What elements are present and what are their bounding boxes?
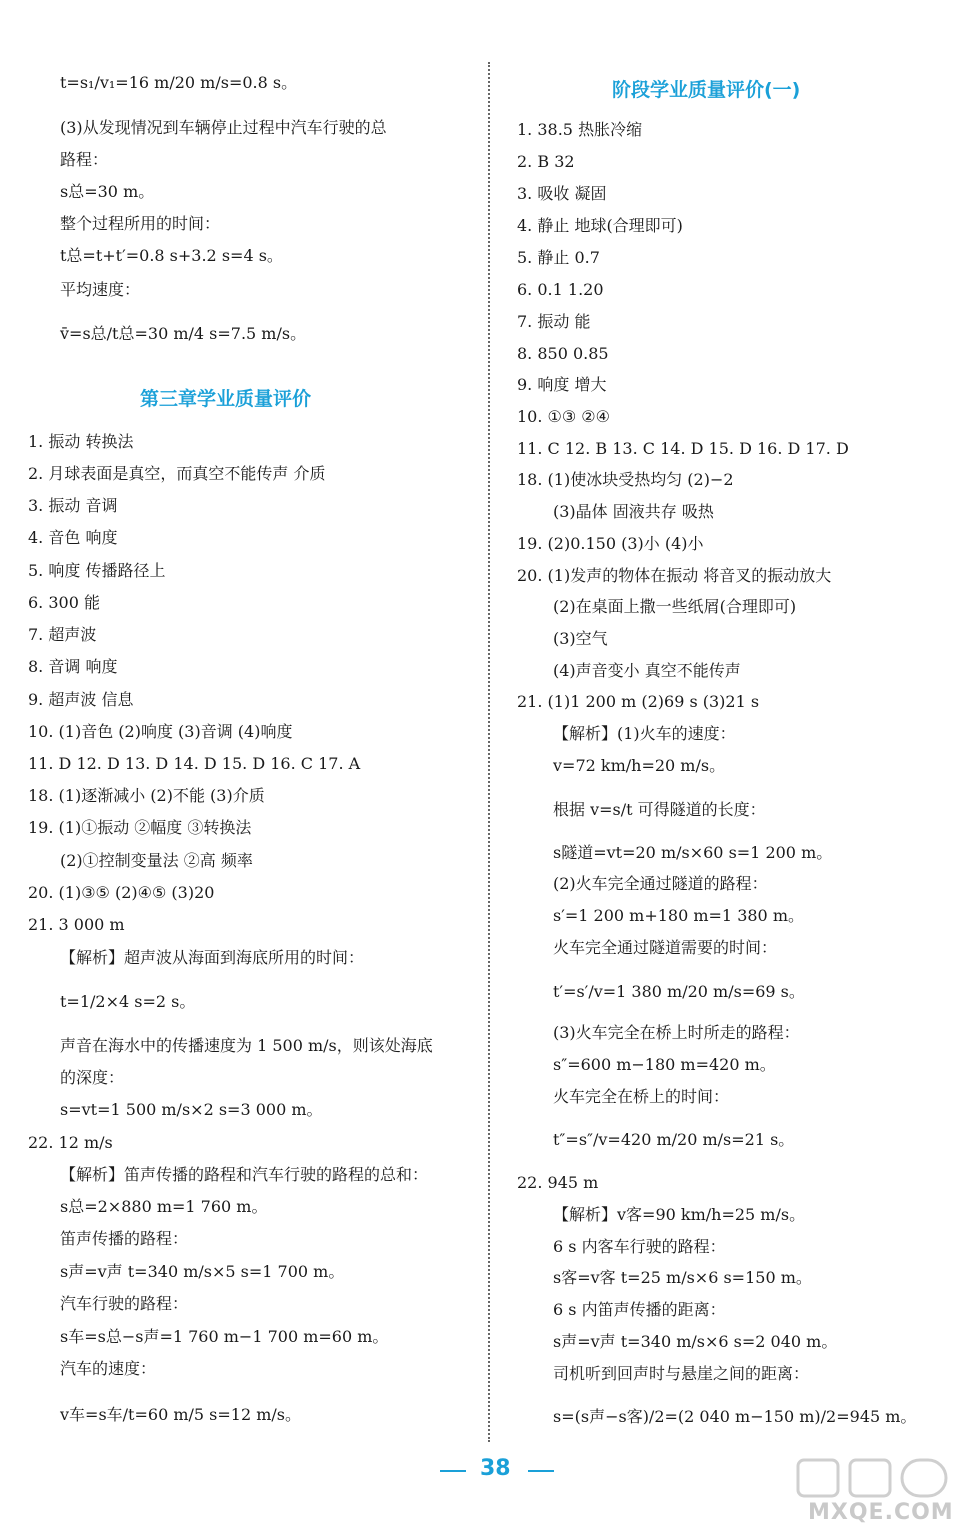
right-answer-line: 【解析】(1)火车的速度： [553, 724, 736, 743]
right-answer-line: (2)在桌面上撒一些纸屑(合理即可) [553, 597, 797, 616]
right-answer-line: 19. (2)0.150 (3)小 (4)小 [517, 534, 704, 553]
right-answer-line: 11. C 12. B 13. C 14. D 15. D 16. D 17. D [517, 439, 849, 458]
left-answer-line: 【解析】笛声传播的路程和汽车行驶的路程的总和： [60, 1165, 429, 1184]
left-answer-line: 的深度： [60, 1068, 125, 1087]
right-answer-line: 4. 静止 地球(合理即可) [517, 216, 683, 235]
right-answer-line: (2)火车完全通过隧道的路程： [553, 874, 768, 893]
right-answer-line: t′=s′/v=1 380 m/20 m/s=69 s。 [553, 982, 805, 1001]
right-answer-line: 3. 吸收 凝固 [517, 184, 607, 203]
left-answer-line: 6. 300 能 [28, 593, 100, 612]
left-answer-line: (2)①控制变量法 ②高 频率 [60, 851, 253, 870]
right-answer-line: (4)声音变小 真空不能传声 [553, 661, 741, 680]
right-answer-line: 10. ①③ ②④ [517, 407, 610, 426]
right-answer-line: 火车完全在桥上的时间： [553, 1087, 730, 1106]
left-answer-line: 7. 超声波 [28, 625, 97, 644]
left-answer-line: 21. 3 000 m [28, 915, 125, 934]
left-answer-line: s总=2×880 m=1 760 m。 [60, 1197, 268, 1216]
right-answer-line: s′=1 200 m+180 m=1 380 m。 [553, 906, 804, 925]
left-answer-line: s总=30 m。 [60, 182, 155, 201]
page-number-dash-right [528, 1470, 554, 1472]
left-answer-line: 4. 音色 响度 [28, 528, 118, 547]
right-answer-line: v=72 km/h=20 m/s。 [553, 756, 726, 775]
left-answer-line: 19. (1)①振动 ②幅度 ③转换法 [28, 818, 252, 837]
left-answer-line: 笛声传播的路程： [60, 1229, 189, 1248]
left-answer-line: 11. D 12. D 13. D 14. D 15. D 16. C 17. A [28, 754, 361, 773]
left-answer-line: 9. 超声波 信息 [28, 690, 134, 709]
right-answer-line: (3)晶体 固液共存 吸热 [553, 502, 714, 521]
left-answer-line: 汽车的速度： [60, 1359, 157, 1378]
right-answer-line: (3)空气 [553, 629, 608, 648]
right-answer-line: 9. 响度 增大 [517, 375, 607, 394]
right-answer-line: 根据 v=s/t 可得隧道的长度： [553, 800, 766, 819]
page-number: 38 [480, 1456, 511, 1481]
right-answer-line: 22. 945 m [517, 1173, 599, 1192]
left-answer-line: s声=v声 t=340 m/s×5 s=1 700 m。 [60, 1262, 345, 1281]
right-answer-line: 2. B 32 [517, 152, 575, 171]
right-answer-line: 司机听到回声时与悬崖之间的距离： [553, 1364, 810, 1383]
page-number-dash-left [440, 1470, 466, 1472]
right-answer-line: 7. 振动 能 [517, 312, 591, 331]
right-answer-line: t″=s″/v=420 m/20 m/s=21 s。 [553, 1130, 795, 1149]
left-answer-line: t=1/2×4 s=2 s。 [60, 992, 196, 1011]
right-answer-line: 8. 850 0.85 [517, 344, 609, 363]
left-answer-line: v车=s车/t=60 m/5 s=12 m/s。 [60, 1405, 301, 1424]
left-answer-line: v̄=s总/t总=30 m/4 s=7.5 m/s。 [60, 324, 307, 343]
right-answer-line: s声=v声 t=340 m/s×6 s=2 040 m。 [553, 1332, 838, 1351]
left-answer-line: 8. 音调 响度 [28, 657, 118, 676]
left-answer-line: 平均速度： [60, 280, 141, 299]
left-answer-line: 声音在海水中的传播速度为 1 500 m/s，则该处海底 [60, 1036, 433, 1055]
right-answer-line: 火车完全通过隧道需要的时间： [553, 938, 778, 957]
right-answer-line: s=(s声−s客)/2=(2 040 m−150 m)/2=945 m。 [553, 1407, 917, 1426]
right-answer-line: 5. 静止 0.7 [517, 248, 600, 267]
left-answer-line: 20. (1)③⑤ (2)④⑤ (3)20 [28, 883, 215, 902]
stage-eval-heading: 阶段学业质量评价(一) [612, 79, 801, 101]
left-answer-line: t总=t+t′=0.8 s+3.2 s=4 s。 [60, 246, 283, 265]
left-answer-line: 路程： [60, 150, 109, 169]
right-answer-line: 【解析】v客=90 km/h=25 m/s。 [553, 1205, 806, 1224]
left-answer-line: s=vt=1 500 m/s×2 s=3 000 m。 [60, 1100, 323, 1119]
right-answer-line: 1. 38.5 热胀冷缩 [517, 120, 643, 139]
right-answer-line: 18. (1)使冰块受热均匀 (2)−2 [517, 470, 734, 489]
left-answer-line: s车=s总−s声=1 760 m−1 700 m=60 m。 [60, 1327, 389, 1346]
chapter3-heading: 第三章学业质量评价 [140, 388, 312, 410]
right-answer-line: s客=v客 t=25 m/s×6 s=150 m。 [553, 1268, 812, 1287]
left-answer-line: 3. 振动 音调 [28, 496, 118, 515]
left-answer-line: 【解析】超声波从海面到海底所用的时间： [60, 948, 365, 967]
right-answer-line: 6. 0.1 1.20 [517, 280, 604, 299]
left-answer-line: 18. (1)逐渐减小 (2)不能 (3)介质 [28, 786, 265, 805]
right-answer-line: 6 s 内客车行驶的路程： [553, 1237, 726, 1256]
column-divider [488, 62, 490, 1442]
right-answer-line: (3)火车完全在桥上时所走的路程： [553, 1023, 800, 1042]
right-answer-line: 21. (1)1 200 m (2)69 s (3)21 s [517, 692, 760, 711]
watermark-text: MXQE.COM [808, 1500, 954, 1525]
right-answer-line: s隧道=vt=20 m/s×60 s=1 200 m。 [553, 843, 833, 862]
left-answer-line: t=s₁/v₁=16 m/20 m/s=0.8 s。 [60, 73, 298, 92]
right-answer-line: 6 s 内笛声传播的距离： [553, 1300, 726, 1319]
right-answer-line: s″=600 m−180 m=420 m。 [553, 1055, 776, 1074]
right-answer-line: 20. (1)发声的物体在振动 将音叉的振动放大 [517, 566, 832, 585]
left-answer-line: 整个过程所用的时间： [60, 214, 221, 233]
left-answer-line: 5. 响度 传播路径上 [28, 561, 166, 580]
left-answer-line: 1. 振动 转换法 [28, 432, 134, 451]
left-answer-line: 22. 12 m/s [28, 1133, 113, 1152]
left-answer-line: 汽车行驶的路程： [60, 1294, 189, 1313]
left-answer-line: (3)从发现情况到车辆停止过程中汽车行驶的总 [60, 118, 387, 137]
left-answer-line: 2. 月球表面是真空，而真空不能传声 介质 [28, 464, 326, 483]
left-answer-line: 10. (1)音色 (2)响度 (3)音调 (4)响度 [28, 722, 293, 741]
